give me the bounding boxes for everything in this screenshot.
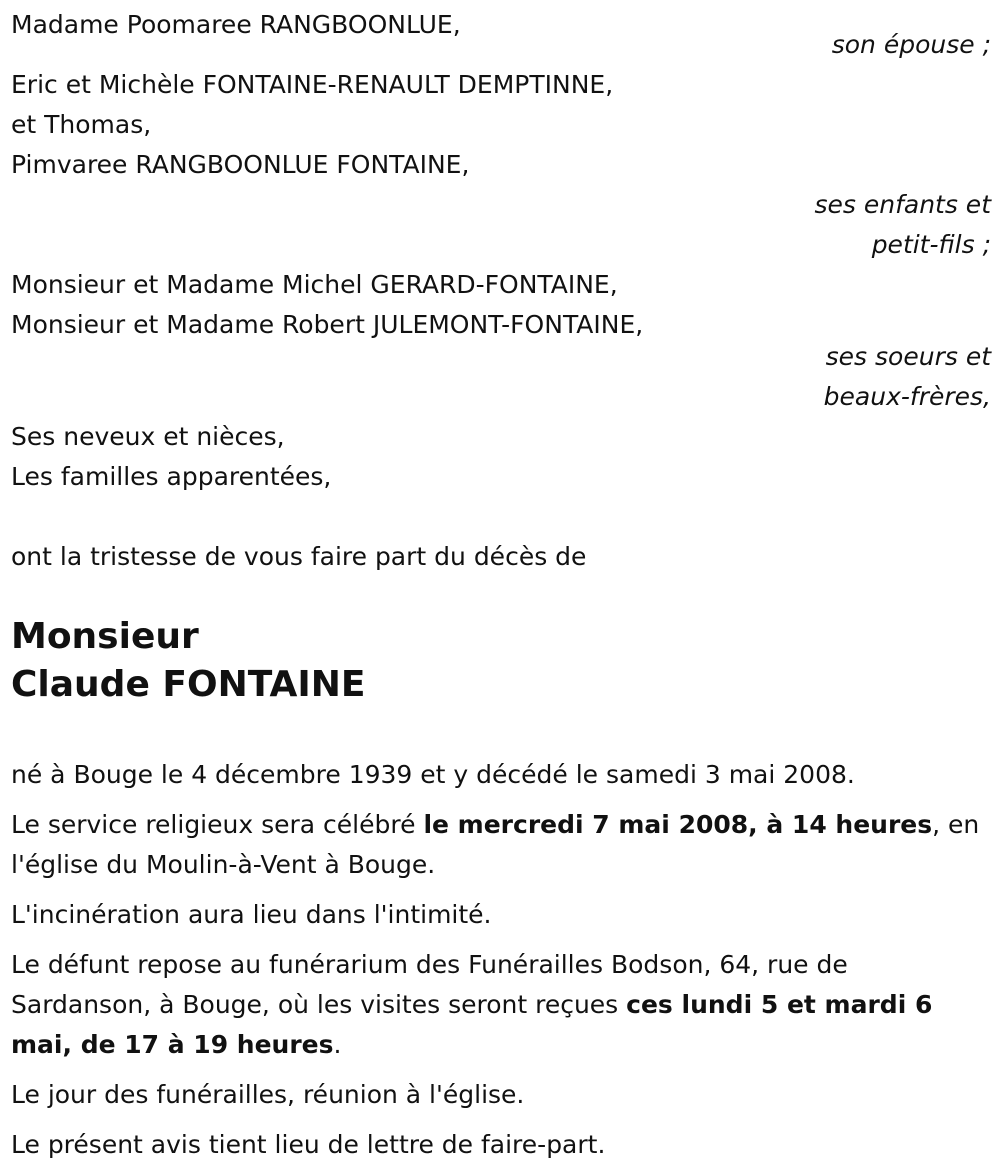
obituary-notice: [11, 5, 991, 1175]
rest-end: .: [333, 1030, 342, 1059]
service-text: Le service religieux sera célébré: [11, 810, 424, 839]
spouse-name: Madame Poomaree RANGBOONLUE,: [11, 10, 461, 39]
sibling-line: Monsieur et Madame Robert JULEMONT-FONTAINE,: [11, 310, 644, 339]
child-line: Eric et Michèle FONTAINE-RENAULT DEMPTINNE,: [11, 70, 614, 99]
birth-death-text: né à Bouge le 4 décembre 1939 et y décédé le samedi 3 mai 2008.: [11, 760, 855, 789]
meeting-text: Le jour des funérailles, réunion à l'église.: [11, 1080, 525, 1109]
child-line: Pimvaree RANGBOONLUE FONTAINE,: [11, 150, 470, 179]
deceased-name: Claude FONTAINE: [11, 664, 366, 705]
service-paragraph: [11, 805, 991, 885]
visit-hours: ces lundi 5 et mardi 6 mai, de 17 à 19 heures: [11, 990, 933, 1059]
rest-paragraph: [11, 945, 991, 1065]
spouse-role: son épouse ;: [831, 30, 991, 59]
service-place: , en l'église du Moulin-à-Vent à Bouge.: [11, 810, 980, 879]
siblings-role-line: beaux-frères,: [823, 382, 991, 411]
service-date: le mercredi 7 mai 2008, à 14 heures: [423, 810, 933, 839]
incineration-text: L'incinération aura lieu dans l'intimité.: [11, 900, 492, 929]
sibling-line: Monsieur et Madame Michel GERARD-FONTAINE,: [11, 270, 618, 299]
siblings-role-line: ses soeurs et: [825, 342, 991, 371]
rest-text: Le défunt repose au funérarium des Funérailles Bodson, 64, rue de Sardanson, à Bouge, où les visites seront reçues: [11, 950, 848, 1019]
deceased-title: Monsieur: [11, 616, 199, 657]
relatives-line: Ses neveux et nièces,: [11, 422, 285, 451]
children-role-line: petit-fils ;: [871, 230, 991, 259]
relatives-line: Les familles apparentées,: [11, 462, 332, 491]
notice-text: Le présent avis tient lieu de lettre de faire-part.: [11, 1130, 606, 1159]
children-role-line: ses enfants et: [814, 190, 991, 219]
announcement-text: ont la tristesse de vous faire part du décès de: [11, 542, 587, 571]
child-line: et Thomas,: [11, 110, 152, 139]
